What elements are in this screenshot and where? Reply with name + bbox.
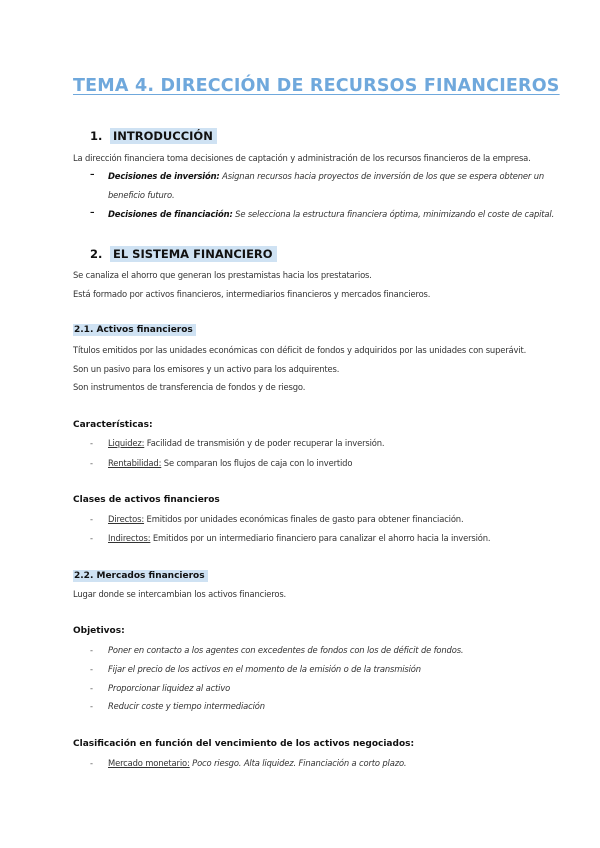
clases-item-indirectos (108, 533, 490, 543)
bullet-dash: - (90, 758, 94, 768)
objetivos-item-1: Poner en contacto a los agentes con excedentes de fondos con los de déficit de fondos. (108, 645, 464, 655)
term: Indirectos: (108, 533, 151, 543)
caract-item-liquidez (108, 438, 384, 448)
section-2-number: 2. (90, 247, 103, 261)
clasif-item-monetario (108, 758, 406, 768)
s21-line-3: Son instrumentos de transferencia de fondos y de riesgo. (73, 382, 306, 392)
s1-item-financiacion (108, 209, 554, 219)
section-2-heading (90, 247, 277, 261)
section-1-heading (90, 129, 217, 143)
subsection-2-2-heading (73, 571, 208, 581)
objetivos-heading: Objetivos: (73, 626, 125, 636)
s22-line: Lugar donde se intercambian los activos financieros. (73, 589, 287, 599)
s2-line-1: Se canaliza el ahorro que generan los prestamistas hacia los prestatarios. (73, 270, 372, 280)
objetivos-item-2: Fijar el precio de los activos en el momento de la emisión o de la transmisión (108, 664, 421, 674)
clases-heading: Clases de activos financieros (73, 495, 220, 505)
subsection-2-1-heading (73, 325, 196, 335)
objetivos-item-4: Reducir coste y tiempo intermediación (108, 701, 265, 711)
clasificacion-heading: Clasificación en función del vencimiento de los activos negociados: (73, 739, 415, 749)
subsection-2-1-title: 2.1. Activos financieros (73, 324, 196, 336)
bullet-dash: - (90, 458, 94, 468)
bullet-dash: - (90, 664, 94, 674)
s1-item-inversion-cont: beneficio futuro. (108, 190, 175, 200)
bullet-dash: – (90, 208, 95, 218)
term: Mercado monetario: (108, 758, 190, 768)
bullet-dash: - (90, 514, 94, 524)
text: Asignan recursos hacia proyectos de inversión de los que se espera obtener un (219, 171, 545, 181)
objetivos-item-3: Proporcionar liquidez al activo (108, 683, 231, 693)
s21-line-1: Títulos emitidos por las unidades económicas con déficit de fondos y adquiridos por las unidades con superávit. (73, 345, 527, 355)
s2-line-2: Está formado por activos financieros, intermediarios financieros y mercados financieros. (73, 289, 431, 299)
caracteristicas-heading: Características: (73, 420, 153, 430)
term: Directos: (108, 514, 145, 524)
section-2-title: EL SISTEMA FINANCIERO (110, 246, 277, 262)
bullet-dash: - (90, 438, 94, 448)
s1-intro: La dirección financiera toma decisiones de captación y administración de los recursos financieros de la empresa. (73, 153, 531, 163)
term: Decisiones de financiación: (108, 209, 233, 219)
text: Se selecciona la estructura financiera óptima, minimizando el coste de capital. (232, 209, 555, 219)
caract-item-rentabilidad (108, 458, 352, 468)
text: Emitidos por un intermediario financiero para canalizar el ahorro hacia la inversión. (150, 533, 491, 543)
text: Facilidad de transmisión y de poder recuperar la inversión. (144, 438, 385, 448)
bullet-dash: - (90, 683, 94, 693)
s21-line-2: Son un pasivo para los emisores y un activo para los adquirentes. (73, 364, 340, 374)
term: Liquidez: (108, 438, 145, 448)
term: Rentabilidad: (108, 458, 162, 468)
bullet-dash: - (90, 645, 94, 655)
term: Decisiones de inversión: (108, 171, 220, 181)
s1-item-inversion (108, 171, 544, 181)
text: Se comparan los flujos de caja con lo invertido (161, 458, 353, 468)
page-title: TEMA 4. DIRECCIÓN DE RECURSOS FINANCIEROS (73, 76, 560, 96)
section-1-title: INTRODUCCIÓN (110, 128, 217, 144)
text: Emitidos por unidades económicas finales de gasto para obtener financiación. (144, 514, 464, 524)
bullet-dash: – (90, 170, 95, 180)
subsection-2-2-title: 2.2. Mercados financieros (73, 570, 208, 582)
clases-item-directos (108, 514, 463, 524)
bullet-dash: - (90, 533, 94, 543)
section-1-number: 1. (90, 129, 103, 143)
text: Poco riesgo. Alta liquidez. Financiación a corto plazo. (189, 758, 407, 768)
bullet-dash: - (90, 701, 94, 711)
